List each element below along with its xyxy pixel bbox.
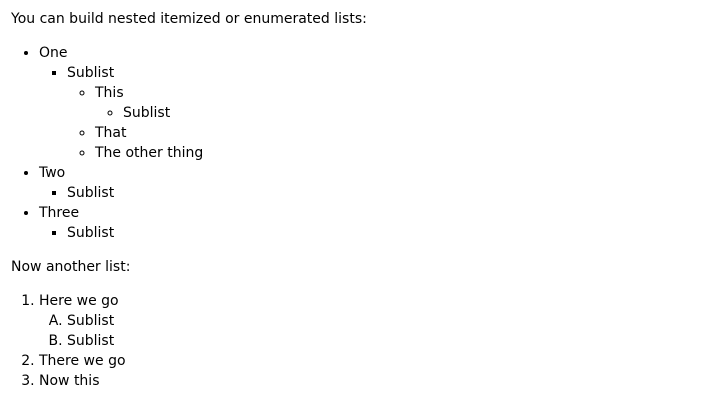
nested-list-level-3 — [67, 83, 724, 163]
enumerated-list — [11, 291, 724, 391]
list-item-label: Three — [39, 205, 80, 221]
nested-enumerated-list — [39, 311, 724, 351]
intro-paragraph: You can build nested itemized or enumerated lists: — [11, 11, 367, 27]
list-item-sublist — [123, 103, 724, 123]
nested-list-level-2 — [39, 63, 724, 163]
nested-list-level-2 — [39, 223, 724, 243]
list-item-label: Sublist — [67, 313, 115, 329]
list-item-label: This — [95, 85, 124, 101]
list-item-two — [39, 163, 724, 203]
list-item-label: Sublist — [123, 105, 171, 121]
list-item-label: Here we go — [39, 293, 119, 309]
list-item-label: Two — [39, 165, 66, 181]
list-item-sublist — [67, 183, 724, 203]
list-item-label: There we go — [39, 353, 126, 369]
list-item-sublist — [67, 63, 724, 163]
list-item-label: Sublist — [67, 333, 115, 349]
itemized-list — [11, 43, 724, 243]
list-item-label: Sublist — [67, 185, 115, 201]
list-item-three — [39, 203, 724, 243]
ordered-item-1 — [39, 291, 724, 351]
second-intro-paragraph: Now another list: — [11, 259, 131, 275]
list-item-label: Now this — [39, 373, 100, 389]
nested-list-level-2 — [39, 183, 724, 203]
ordered-item-3 — [39, 371, 724, 391]
ordered-item-2 — [39, 351, 724, 371]
list-item-other-thing — [95, 143, 724, 163]
list-item-this — [95, 83, 724, 123]
list-item-label: Sublist — [67, 65, 115, 81]
ordered-subitem-b — [67, 331, 724, 351]
list-item-label: The other thing — [95, 145, 204, 161]
list-item-label: That — [95, 125, 127, 141]
list-item-label: One — [39, 45, 68, 61]
list-item-sublist — [67, 223, 724, 243]
list-item-label: Sublist — [67, 225, 115, 241]
list-item-one — [39, 43, 724, 163]
list-item-that — [95, 123, 724, 143]
ordered-subitem-a — [67, 311, 724, 331]
nested-list-level-4 — [95, 103, 724, 123]
